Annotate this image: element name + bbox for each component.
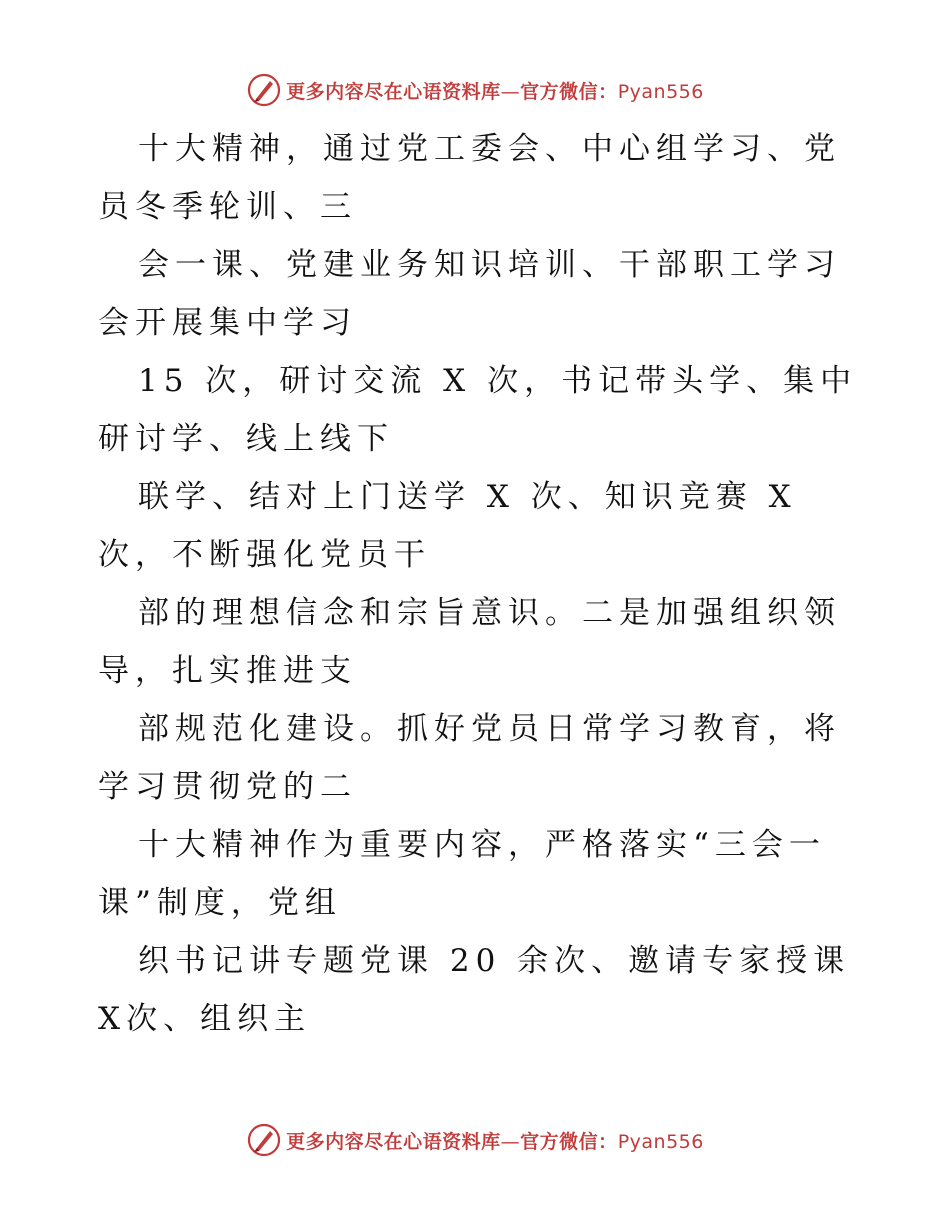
- paragraph-line: 联学、结对上门送学 X 次、知识竞赛 X 次，不: [98, 479, 797, 573]
- footer-watermark: [0, 1120, 950, 1160]
- watermark-wechat-id: Pyan556: [617, 80, 704, 103]
- watermark-separator: —: [500, 1130, 521, 1153]
- watermark-text: [286, 1127, 704, 1154]
- paragraph-line: 织书记讲专题党课 20 余次、邀请专家授课 X: [98, 943, 851, 1037]
- paragraph-line: 展集中学习: [172, 305, 357, 341]
- header-watermark: [0, 70, 950, 110]
- paragraph-line: 部的理想信念和宗旨意识。二是加强组织领导，: [98, 595, 841, 689]
- paragraph-line: 贯彻党的二: [172, 769, 357, 805]
- watermark-separator: —: [500, 80, 521, 103]
- paragraph: [98, 236, 858, 352]
- watermark-site: 更多内容尽在心语资料库: [286, 80, 501, 103]
- paragraph: [98, 700, 858, 816]
- paragraph-line: 会一课、党建业务知识培训、干部职工学习会开: [98, 247, 841, 341]
- paragraph-line: 十大精神作为重要内容，严格落实“三会一: [138, 827, 826, 863]
- paragraph: [98, 352, 858, 468]
- paragraph: [98, 816, 858, 932]
- watermark-text: [286, 77, 704, 104]
- paragraph-line: 学、线上线下: [172, 421, 394, 457]
- paragraph: [98, 120, 858, 236]
- paragraph-line: 15 次，研讨交流 X 次，书记带头学、集中研讨: [98, 363, 858, 457]
- watermark-wechat-id: Pyan556: [617, 1130, 704, 1153]
- paragraph-line: 部规范化建设。抓好党员日常学习教育，将学习: [98, 711, 841, 805]
- paragraph-line: 断强化党员干: [209, 537, 431, 573]
- paragraph-line: 课”制度，党组: [98, 885, 342, 921]
- paragraph-line: 季轮训、三: [172, 189, 357, 225]
- paragraph: [98, 932, 858, 1048]
- paragraph-line: 扎实推进支: [172, 653, 357, 689]
- paragraph-line: 次、组织主: [126, 1001, 312, 1037]
- pen-logo-icon: [246, 72, 282, 108]
- watermark-wechat-label: 官方微信：: [520, 1130, 618, 1153]
- paragraph: [98, 584, 858, 700]
- document-body: [98, 120, 858, 1048]
- watermark-site: 更多内容尽在心语资料库: [286, 1130, 501, 1153]
- pen-logo-icon: [246, 1122, 282, 1158]
- paragraph-line: 十大精神，通过党工委会、中心组学习、党员冬: [98, 131, 841, 225]
- paragraph: [98, 468, 858, 584]
- watermark-wechat-label: 官方微信：: [520, 80, 618, 103]
